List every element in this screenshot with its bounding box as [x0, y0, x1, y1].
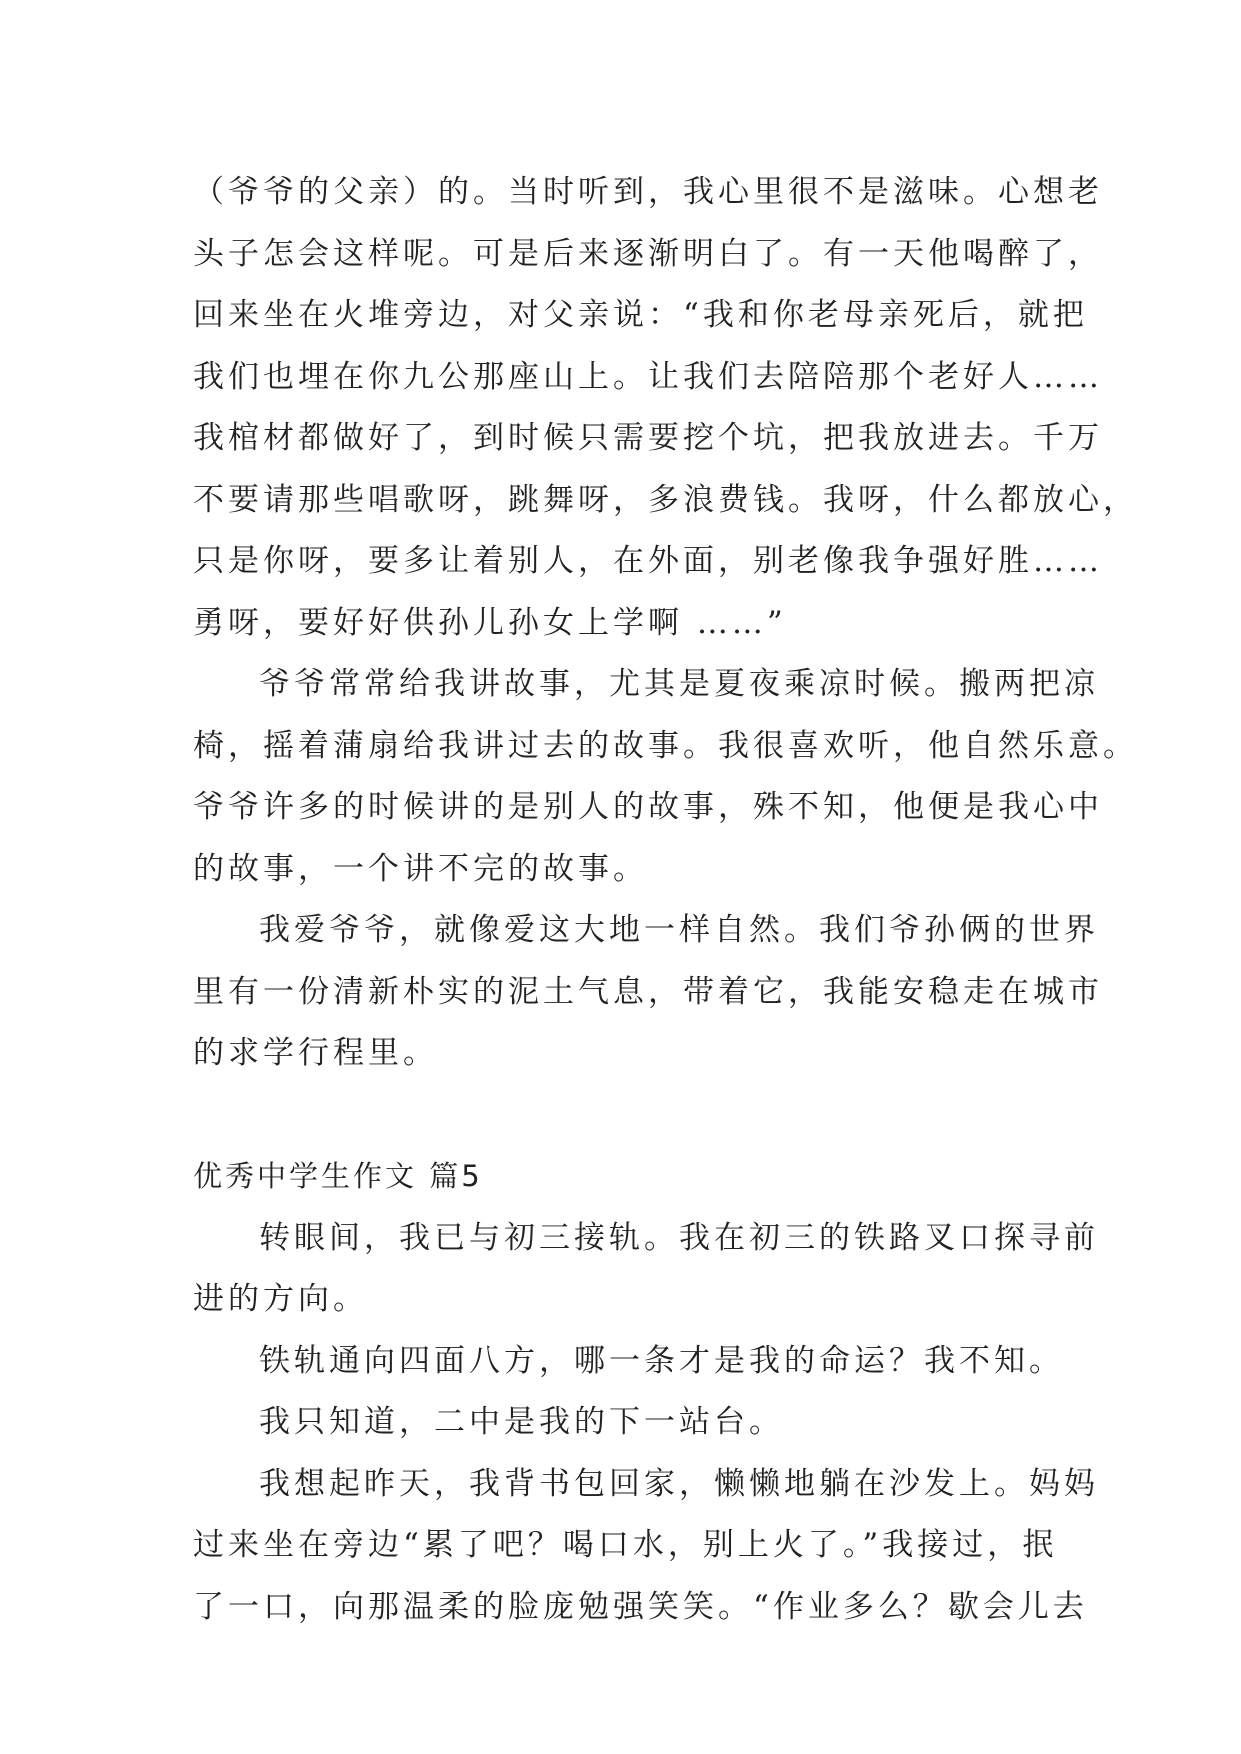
paragraph-next-station: 我只知道，二中是我的下一站台。	[259, 1404, 784, 1440]
text-line: 进的方向。	[193, 1281, 368, 1317]
text-line: 不要请那些唱歌呀，跳舞呀，多浪费钱。我呀，什么都放心，	[193, 481, 1138, 518]
text-line: （爷爷的父亲）的。当时听到，我心里很不是滋味。心想老	[193, 174, 1103, 210]
text-line: 回来坐在火堆旁边，对父亲说：“我和你老母亲死后，就把	[193, 297, 1088, 333]
text-line: 过来坐在旁边“累了吧？喝口水，别上火了。”我接过，抿	[193, 1527, 1058, 1563]
text-line: 转眼间，我已与初三接轨。我在初三的铁路叉口探寻前	[259, 1219, 1099, 1256]
text-line: 的求学行程里。	[193, 1035, 438, 1071]
text-line: 了一口，向那温柔的脸庞勉强笑笑。“作业多么？歇会儿去	[193, 1588, 1088, 1625]
text-line: 我想起昨天，我背书包回家，懒懒地躺在沙发上。妈妈	[259, 1465, 1099, 1502]
text-line: 头子怎会这样呢。可是后来逐渐明白了。有一天他喝醉了，	[193, 235, 1103, 272]
paragraph-grandfather-words	[193, 162, 1138, 654]
paragraph-railway: 铁轨通向四面八方，哪一条才是我的命运？我不知。	[259, 1342, 1064, 1379]
paragraph-stories	[193, 654, 1138, 900]
section-gap	[193, 1085, 1073, 1147]
text-line: 爷爷常常给我讲故事，尤其是夏夜乘凉时候。搬两把凉	[259, 666, 1099, 702]
text-line: 只是你呀，要多让着别人，在外面，别老像我争强好胜……	[193, 543, 1103, 579]
text-line: 我爱爷爷，就像爱这大地一样自然。我们爷孙俩的世界	[259, 912, 1099, 948]
text-line: 我棺材都做好了，到时候只需要挖个坑，把我放进去。千万	[193, 420, 1103, 456]
text-line: 我们也埋在你九公那座山上。让我们去陪陪那个老好人……	[193, 358, 1103, 395]
paragraph-love-grandfather	[193, 900, 1103, 1085]
document-body	[193, 162, 1138, 1638]
section-heading: 优秀中学生作文 篇5	[193, 1159, 483, 1193]
text-line: 椅，摇着蒲扇给我讲过去的故事。我很喜欢听，他自然乐意。	[193, 727, 1138, 764]
text-line: 里有一份清新朴实的泥土气息，带着它，我能安稳走在城市	[193, 973, 1103, 1010]
text-line: 的故事，一个讲不完的故事。	[193, 850, 648, 887]
text-line: 勇呀，要好好供孙儿孙女上学啊 ……”	[193, 604, 787, 641]
paragraph-junior-three	[193, 1208, 1099, 1331]
paragraph-yesterday	[193, 1454, 1099, 1639]
text-line: 爷爷许多的时候讲的是别人的故事，殊不知，他便是我心中	[193, 789, 1103, 825]
